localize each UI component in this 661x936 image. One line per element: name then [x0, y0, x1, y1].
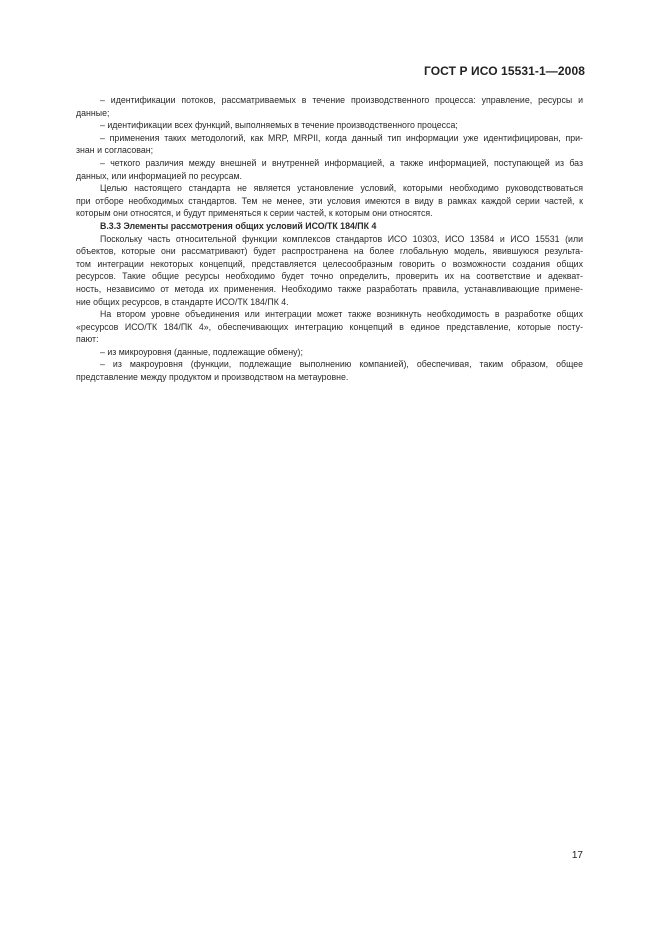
- paragraph: [76, 94, 583, 119]
- text-line: данные;: [76, 107, 110, 118]
- text-line: – идентификации потоков, рассматриваемых в течение производственного процесса: управление, ресурсы и: [100, 95, 583, 105]
- text-line: ность, независимо от метода их применения. Необходимо также разработать правила, устанавливающие примене-: [76, 283, 583, 294]
- text-line: объектов, которые они рассматривают) будет распространена на более глобальную модель, явившуюся результа-: [76, 246, 583, 257]
- text-line: На втором уровне объединения или интеграции может также возникнуть необходимость в разработке общих: [100, 309, 583, 320]
- page-number: 17: [571, 850, 583, 861]
- paragraph: [76, 119, 583, 132]
- paragraph: [76, 157, 583, 182]
- paragraph: [76, 233, 583, 309]
- text-line: знан и согласован;: [76, 145, 154, 156]
- text-line: Поскольку часть относительной функции комплексов стандартов ИСО 10303, ИСО 13584 и ИСО 15531 (или: [100, 233, 583, 244]
- text-line: которым они относятся, и будут применяться к серии частей, к которым они относятся.: [76, 208, 433, 219]
- text-line: представление между продуктом и производством на метауровне.: [76, 372, 349, 383]
- paragraph: [76, 132, 583, 157]
- text-line: при отборе необходимых стандартов. Тем не менее, эти условия имеются в виду в рамках каждой серии частей, к: [76, 195, 583, 206]
- text-line: – идентификации всех функций, выполняемых в течение производственного процесса;: [100, 120, 458, 131]
- text-line: Целью настоящего стандарта не является установление условий, которыми необходимо руководствоваться: [100, 183, 583, 194]
- paragraph: [76, 358, 583, 383]
- text-line: ресурсов. Такие общие ресурсы необходимо будет точно определить, проверить их на соответствие и адекват-: [76, 271, 583, 282]
- text-line: – применения таких методологий, как MRP, MRPII, когда данный тип информации уже идентифицирован, при-: [100, 132, 583, 143]
- paragraph: [76, 182, 583, 220]
- document-body: [76, 94, 583, 384]
- text-line: – четкого различия между внешней и внутренней информацией, а также информацией, поступающей из баз: [100, 157, 583, 168]
- text-line: – из микроуровня (данные, подлежащие обмену);: [100, 346, 303, 357]
- document-header: ГОСТ Р ИСО 15531-1—2008: [423, 64, 585, 78]
- paragraph: [76, 346, 583, 359]
- paragraph: [76, 308, 583, 346]
- text-line: пают:: [76, 334, 99, 345]
- section-heading: [76, 220, 583, 233]
- text-line: – из макроуровня (функции, подлежащие выполнению компанией), обеспечивая, таким образом, общее: [100, 359, 583, 370]
- text-line: ние общих ресурсов, в стандарте ИСО/ТК 184/ПК 4.: [76, 296, 289, 307]
- text-line: данных, или информацией по ресурсам.: [76, 170, 242, 181]
- text-line: «ресурсов ИСО/ТК 184/ПК 4», обеспечивающих интеграцию концепций в единое представление, которые посту-: [76, 321, 583, 332]
- text-line: том интеграции некоторых концепций, представляется целесообразным говорить о возможности создания общих: [76, 258, 583, 269]
- text-line: B.3.3 Элементы рассмотрения общих условий ИСО/ТК 184/ПК 4: [100, 220, 377, 231]
